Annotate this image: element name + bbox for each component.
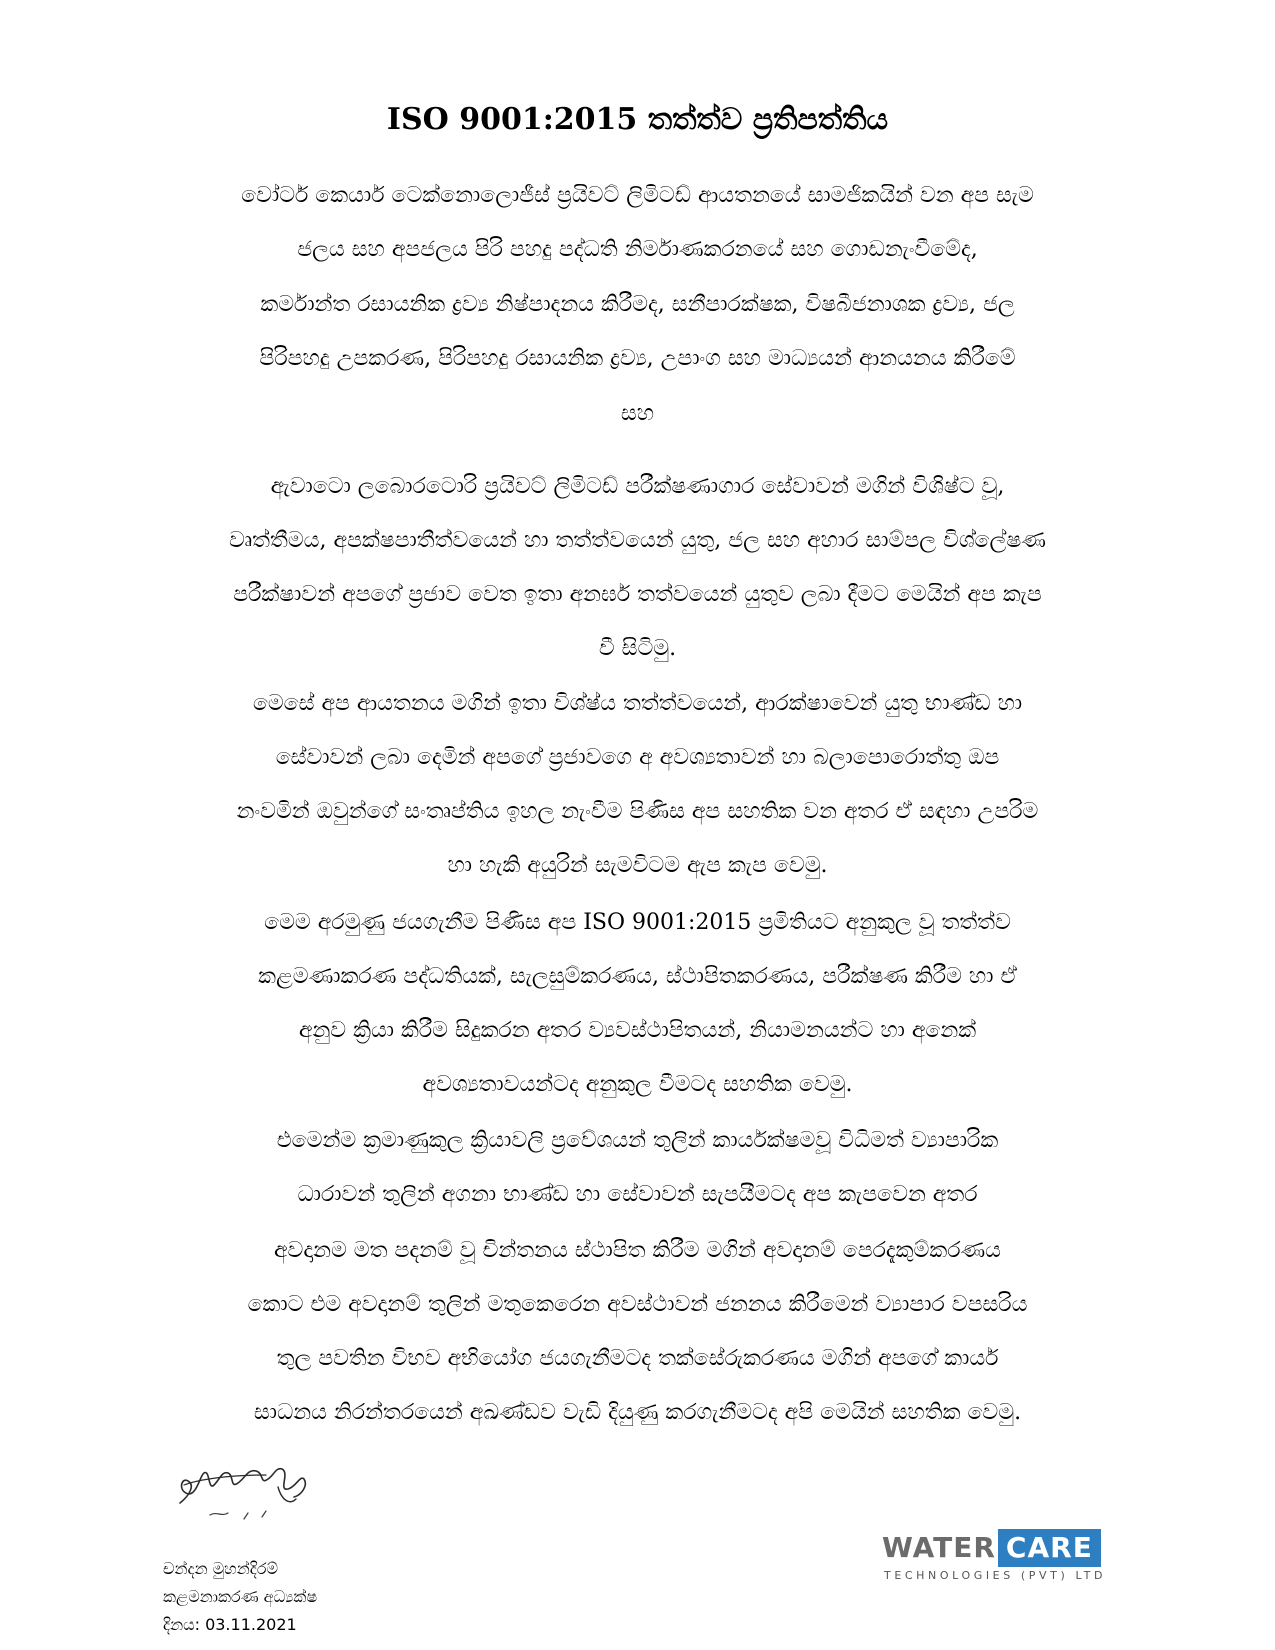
paragraph-line: තුල පවතින විභව අභියෝග ජයගැනීමටද තක්සේරුකරණය මගින් අපගේ කාර්ය bbox=[276, 1346, 999, 1371]
signatory-name: චන්දන මුහන්දිරම් bbox=[163, 1559, 279, 1578]
paragraph-risk-thinking bbox=[150, 1224, 1125, 1440]
paragraph-line: අවදානම මත පදනම් වූ චින්තනය ස්ථාපිත කිරීම මගින් අවදානම් පෙරදැකුම්කරණය bbox=[273, 1238, 1002, 1263]
paragraph-line: අවශ්‍යතාවයන්ටද අනුකුල වීමටද සහතික වෙමු. bbox=[422, 1072, 853, 1097]
paragraph-line: අනුව ක්‍රියා කිරීම සිදුකරන අතර ව්‍යවස්ථාපිතයන්, නියාමනයන්ට හා අනෙක් bbox=[298, 1018, 977, 1043]
paragraph-line: කොට එම අවදානම් තුලින් මතුකෙරෙන අවස්ථාවන් ජනනය කිරීමෙන් ව්‍යාපාර වපසරිය bbox=[247, 1292, 1028, 1317]
company-logo bbox=[880, 1529, 1107, 1589]
paragraph-products bbox=[150, 278, 1125, 386]
paragraph-line: නංවමින් ඔවුන්ගේ සංතෘප්තිය ඉහල නැංවීම පිණිස අප සහතික වන අතර ඒ සඳහා උපරිම bbox=[236, 799, 1039, 824]
paragraph-line: හා හැකි අයුරින් සැමවිටම ඇප කැප වෙමු. bbox=[447, 853, 828, 878]
paragraph-customer-satisfaction bbox=[150, 677, 1125, 893]
paragraph-line: සාධනය නිරන්තරයෙන් අඛණ්ඩව වැඩි දියුණු කරගැනීමටද අපි මෙයින් සහතික වෙමු. bbox=[253, 1400, 1022, 1425]
logo-word-care: CARE bbox=[998, 1529, 1101, 1567]
paragraph-process-approach bbox=[150, 1114, 1125, 1222]
logo-word-water: WATER bbox=[882, 1531, 996, 1564]
paragraph-line: කළමණාකරණ පද්ධතියක්, සැලසුම්කරණය, ස්ථාපිතකරණය, පරීක්ෂණ කිරීම හා ඒ bbox=[258, 964, 1017, 989]
paragraph-line: මෙම අරමුණු ජයගැනීම පිණිස අප ISO 9001:2015 ප්‍රමිතියට අනුකුල වූ තත්ත්ව bbox=[264, 910, 1011, 935]
paragraph-line: පිරිපහදු උපකරණ, පිරිපහදු රසායනික ද්‍රව්‍ය, උපාංග සහ මාධ්‍යයන් ආනයනය කිරීමේ bbox=[259, 346, 1016, 371]
paragraph-line: වී සිටිමු. bbox=[598, 636, 677, 661]
paragraph-line: සහ bbox=[620, 401, 655, 426]
paragraph-line: සේවාවන් ලබා දෙමින් අපගේ ප්‍රජාවගෙ අ අවශ්‍යතාවන් හා බලාපොරොත්තු ඔප bbox=[275, 745, 1000, 770]
paragraph-conjunction bbox=[150, 387, 1125, 441]
signatory-role: කළමනාකරණ අධ්‍යක්ෂ bbox=[163, 1587, 318, 1606]
paragraph-commitment-scope bbox=[150, 169, 1125, 277]
paragraph-line: ජලය සහ අපජලය පිරි පහදු පද්ධති නිර්මාණකරනයේ සහ ගොඩනැංවීමේද, bbox=[297, 237, 978, 262]
paragraph-line: ඇවාටො ලබොරටොරි ප්‍රයිවට් ලිමිටඩ් පරීක්ෂණාගාර සේවාවන් මගින් විශිෂ්ට වූ, bbox=[270, 474, 1005, 499]
page-title: ISO 9001:2015 තත්ත්ව ප්‍රතිපත්තිය bbox=[386, 102, 889, 137]
paragraph-iso-compliance bbox=[150, 896, 1125, 1112]
paragraph-line: මෙසේ අප ආයතනය මගින් ඉතා විශ්ෂ්ය තත්ත්වයෙන්, ආරක්ෂාවෙන් යුතු භාණ්ඩ හා bbox=[252, 691, 1023, 716]
signature bbox=[170, 1455, 320, 1535]
logo-subtitle: TECHNOLOGIES (PVT) LTD bbox=[884, 1569, 1107, 1582]
signatory-block bbox=[163, 1555, 423, 1639]
paragraph-line: වෘත්තීමය, අපක්ෂපාතීත්වයෙන් හා තත්ත්වයෙන් යුතු, ජල සහ අහාර සාම්පල විශ්ලේෂණ bbox=[229, 528, 1046, 553]
paragraph-laboratory-services bbox=[150, 460, 1125, 676]
paragraph-line: කර්මාන්ත රසායනික ද්‍රව්‍ය නිෂ්පාදනය කිරීමද, සනීපාරක්ෂක, විෂබීජනාශක ද්‍රව්‍ය, ජල bbox=[260, 292, 1015, 317]
paragraph-line: ධාරාවන් තුලින් අගනා භාණ්ඩ හා සේවාවන් සැපයීමටද අප කැපවෙන අතර bbox=[297, 1182, 978, 1207]
signature-date: දිනය: 03.11.2021 bbox=[163, 1615, 297, 1634]
paragraph-line: එමෙන්ම ක්‍රමාණුකුල ක්‍රියාවලි ප්‍රවේශයන් තුලින් කාර්යක්ෂමවූ විධිමත් ව්‍යාපාරික bbox=[276, 1128, 999, 1153]
paragraph-line: වෝටර් කෙයාර් ටෙක්නොලොජීස් ප්‍රයිවට් ලිමිටඩ් ආයතනයේ සාමජිකයින් වන අප සැම bbox=[241, 183, 1034, 208]
paragraph-line: පරීක්ෂාවන් අපගේ ප්‍රජාව වෙත ඉතා අනර්ඝ තත්වයෙන් යුතුව ලබා දීමට මෙයින් අප කැප bbox=[233, 582, 1042, 607]
